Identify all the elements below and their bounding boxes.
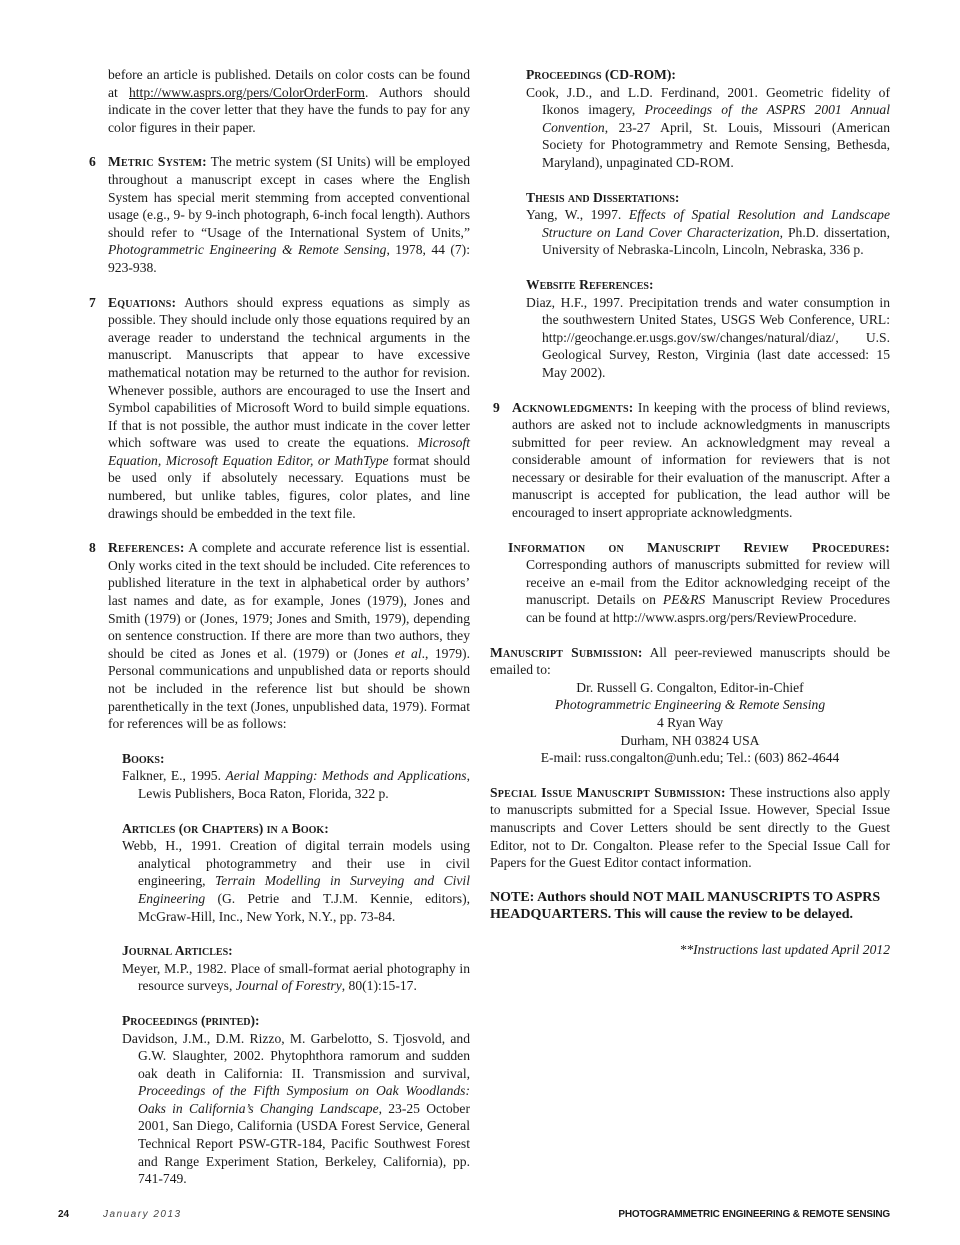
right-column	[490, 66, 890, 959]
ref-text: Cook, J.D., and L.D. Ferdinand, 2001. Geometric fidelity of Ikonos imagery,	[526, 84, 890, 118]
page-number: 24	[58, 1209, 70, 1220]
editor-address	[490, 679, 890, 767]
item-number: 9	[493, 399, 500, 415]
section-text: These instructions also apply to manuscripts submitted for a Special Issue. However, Special Issue manuscripts and Cover Letters should be sent directly to the Guest Editor, not to Dr. Congalton. Please refer to the Special Issue Call for Papers for the Guest Editor contact information.	[490, 784, 890, 871]
ref-heading: Proceedings (printed):	[122, 1012, 260, 1028]
color-order-form-link[interactable]: http://www.asprs.org/pers/ColorOrderForm	[128, 84, 365, 100]
item-references	[86, 539, 470, 733]
ref-heading: Proceedings (CD-ROM):	[526, 67, 676, 82]
special-issue-submission	[490, 784, 890, 872]
ref-example	[526, 206, 890, 259]
item-text: Authors should express equations as simply as possible. They should include only those equations required by an average reader to understand the technical arguments in the manuscript. Manuscripts that appear to have excessive mathematical notation may be returned to the author for revision. Whenever possible, authors are encouraged to use the Insert and Symbol capabilities of Microsoft Word to build simple equations. If that is not possible, the author must indicate in the cover letter which software was used to create the equations.	[108, 294, 470, 451]
ref-articles	[86, 820, 470, 926]
ref-heading: Books:	[122, 750, 165, 766]
ref-text-tail: , Ph.D. dissertation, University of Nebraska-Lincoln, Lincoln, Nebraska, 336 p.	[542, 224, 890, 258]
item-number: 7	[89, 294, 96, 310]
item-text-tail: , 1978, 44 (7): 923-938.	[108, 242, 470, 275]
item-number: 6	[89, 154, 96, 170]
item-metric-system	[86, 153, 470, 276]
ref-text: Davidson, J.M., D.M. Rizzo, M. Garbelotto, S. Tjosvold, and G.W. Slaughter, 2002. Phytophthora ramorum and sudden oak death in California: II. Transmission and survival,	[122, 1030, 470, 1081]
address-contact: E-mail: russ.congalton@unh.edu; Tel.: (603) 862-4644	[540, 750, 840, 766]
item-italic: Photogrammetric Engineering & Remote Sensing	[108, 242, 387, 258]
item-text-tail: format should be used only if absolutely necessary. Equations must be numbered, but unlike tables, figures, color plates, and line drawings should be embedded in the text file.	[108, 452, 470, 521]
ref-heading: Articles (or Chapters) in a Book:	[122, 820, 329, 836]
manuscript-submission	[490, 644, 890, 679]
item-text: The metric system (SI Units) will be employed throughout a manuscript except in cases where the English System has special merit stemming from accepted conventional usage (e.g., 9- by 9-inch photograph, 6-inch focal length). Authors should refer to “Usage of the International System of Units,”	[108, 154, 470, 240]
ref-books	[86, 750, 470, 803]
section-italic: PE&RS	[662, 592, 706, 608]
ref-example: Diaz, H.F., 1997. Precipitation trends and water consumption in the southwestern United States, USGS Web Conference, URL: http://geochange.er.usgs.gov/sw/changes/natural/diaz/, U.S. Geological Survey, Reston, Virginia (last date accessed: 15 May 2002).	[526, 294, 890, 380]
ref-italic: Proceedings of the Fifth Symposium on Oak Woodlands: Oaks in California’s Changing Landscape	[138, 1083, 470, 1116]
section-text: Corresponding authors of manuscripts submitted for review will receive an e-mail from the Editor acknowledging receipt of the manuscript. Details on	[526, 557, 890, 608]
ref-italic: Journal of Forestry	[235, 978, 342, 994]
ref-text-tail: , 23-25 October 2001, San Diego, California (USDA Forest Service, General Technical Report PSW-GTR-184, Pacific Southwest Forest and Range Experiment Station, Berkeley, California), pp. 741-749.	[138, 1100, 470, 1187]
address-name: Dr. Russell G. Congalton, Editor-in-Chief	[576, 679, 804, 695]
section-heading: Special Issue Manuscript Submission:	[490, 784, 726, 800]
ref-text-tail: , 23-27 April, St. Louis, Missouri (American Society for Photogrammetry and Remote Sensing, Bethesda, Maryland), unpaginated CD-ROM.	[542, 119, 890, 170]
ref-italic: Effects of Spatial Resolution and Landscape Structure on Land Cover Characterization	[542, 207, 890, 240]
section-text-tail: Manuscript Review Procedures can be found at http://www.asprs.org/pers/ReviewProcedure.	[526, 592, 890, 626]
ref-text: Yang, W., 1997.	[526, 207, 629, 223]
ref-journal	[86, 942, 470, 995]
section-heading: Information on Manuscript Review Procedures:	[508, 539, 890, 555]
ref-text: Meyer, M.P., 1982. Place of small-format aerial photography in resource surveys,	[122, 960, 470, 994]
item-italic: Microsoft Equation, Microsoft Equation Editor, or MathType	[108, 435, 470, 468]
ref-italic: Proceedings of the ASPRS 2001 Annual Convention	[542, 102, 890, 135]
ref-italic: Terrain Modelling in Surveying and Civil Engineering	[138, 873, 470, 906]
item-heading: Equations:	[108, 294, 177, 310]
ref-proceedings-cd	[490, 66, 890, 172]
address-street: 4 Ryan Way	[656, 715, 724, 730]
journal-name: PHOTOGRAMMETRIC ENGINEERING & REMOTE SENSING	[618, 1209, 890, 1220]
ref-heading: Thesis and Dissertations:	[526, 189, 680, 205]
ref-text-tail: , Lewis Publishers, Boca Raton, Florida, 322 p.	[138, 768, 470, 801]
ref-text-tail: (G. Petrie and T.J.M. Kennie, editors), McGraw-Hill, Inc., New York, N.Y., pp. 73-84.	[138, 890, 470, 924]
item-italic: et al	[394, 645, 422, 661]
ref-italic: Aerial Mapping: Methods and Applications	[225, 768, 467, 784]
section-text: All peer-reviewed manuscripts should be emailed to:	[490, 644, 890, 678]
item-heading: References:	[108, 540, 185, 556]
item-heading: Acknowledgments:	[512, 399, 634, 415]
ref-heading: Journal Articles:	[122, 943, 233, 959]
address-journal: Photogrammetric Engineering & Remote Sensing	[554, 697, 826, 713]
last-updated-note: **Instructions last updated April 2012	[679, 941, 890, 957]
mail-note: NOTE: Authors should NOT MAIL MANUSCRIPTS TO ASPRS HEADQUARTERS. This will cause the review to be delayed.	[490, 889, 881, 923]
info-review-procedures	[490, 539, 890, 627]
ref-example	[526, 84, 890, 172]
ref-example	[122, 1030, 470, 1188]
intro-text: before an article is published. Details on color costs can be found at	[108, 67, 470, 100]
ref-proceedings-printed	[86, 1012, 470, 1188]
ref-text: Falkner, E., 1995.	[122, 768, 226, 784]
ref-heading: Website References:	[526, 276, 654, 292]
ref-example	[122, 960, 470, 995]
ref-example	[122, 837, 470, 925]
intro-text-tail: . Authors should indicate in the cover letter that they have the funds to pay for any color figures in their paper.	[108, 84, 470, 135]
address-city: Durham, NH 03824 USA	[620, 732, 760, 748]
item-number: 8	[89, 540, 96, 556]
item-text: A complete and accurate reference list is essential. Only works cited in the text should be included. Cite references to published literature in the text in alphabetical order by authors’ last names and date, as for example, Jones (1979), Jones and Smith (1979) or (Jones, 1979; Jones and Smith, 1979), depending on sentence construction. If there are more than two authors, they should be cited as Jones et al. (1979) or (Jones	[108, 540, 470, 661]
issue-date: January 2013	[103, 1209, 182, 1220]
page-footer	[0, 1206, 960, 1222]
ref-text-tail: , 80(1):15-17.	[341, 978, 417, 994]
intro-paragraph	[86, 66, 470, 136]
section-heading: Manuscript Submission:	[490, 644, 643, 660]
ref-text: Webb, H., 1991. Creation of digital terrain models using analytical photogrammetry and their use in civil engineering,	[122, 838, 470, 889]
item-heading: Metric System:	[108, 154, 207, 170]
item-acknowledgments	[490, 399, 890, 522]
ref-website	[490, 276, 890, 382]
item-text: In keeping with the process of blind reviews, authors are asked not to include acknowledgments in manuscripts submitted for peer review. An acknowledgment may reveal a considerable amount of information for reviewers that is not necessary or desirable for their evaluation of the manuscript. After a manuscript is accepted for publication, the lead author will be encouraged to insert appropriate acknowledgments.	[512, 399, 890, 521]
ref-thesis	[490, 189, 890, 259]
ref-example	[122, 767, 470, 802]
item-equations	[86, 294, 470, 523]
item-text-tail: ., 1979). Personal communications and unpublished data or reports should not be included in the reference list but should be shown parenthetically in the text (Jones, unpublished data, 1979). Format for references will be as follows:	[108, 645, 470, 732]
left-column	[86, 66, 470, 1205]
